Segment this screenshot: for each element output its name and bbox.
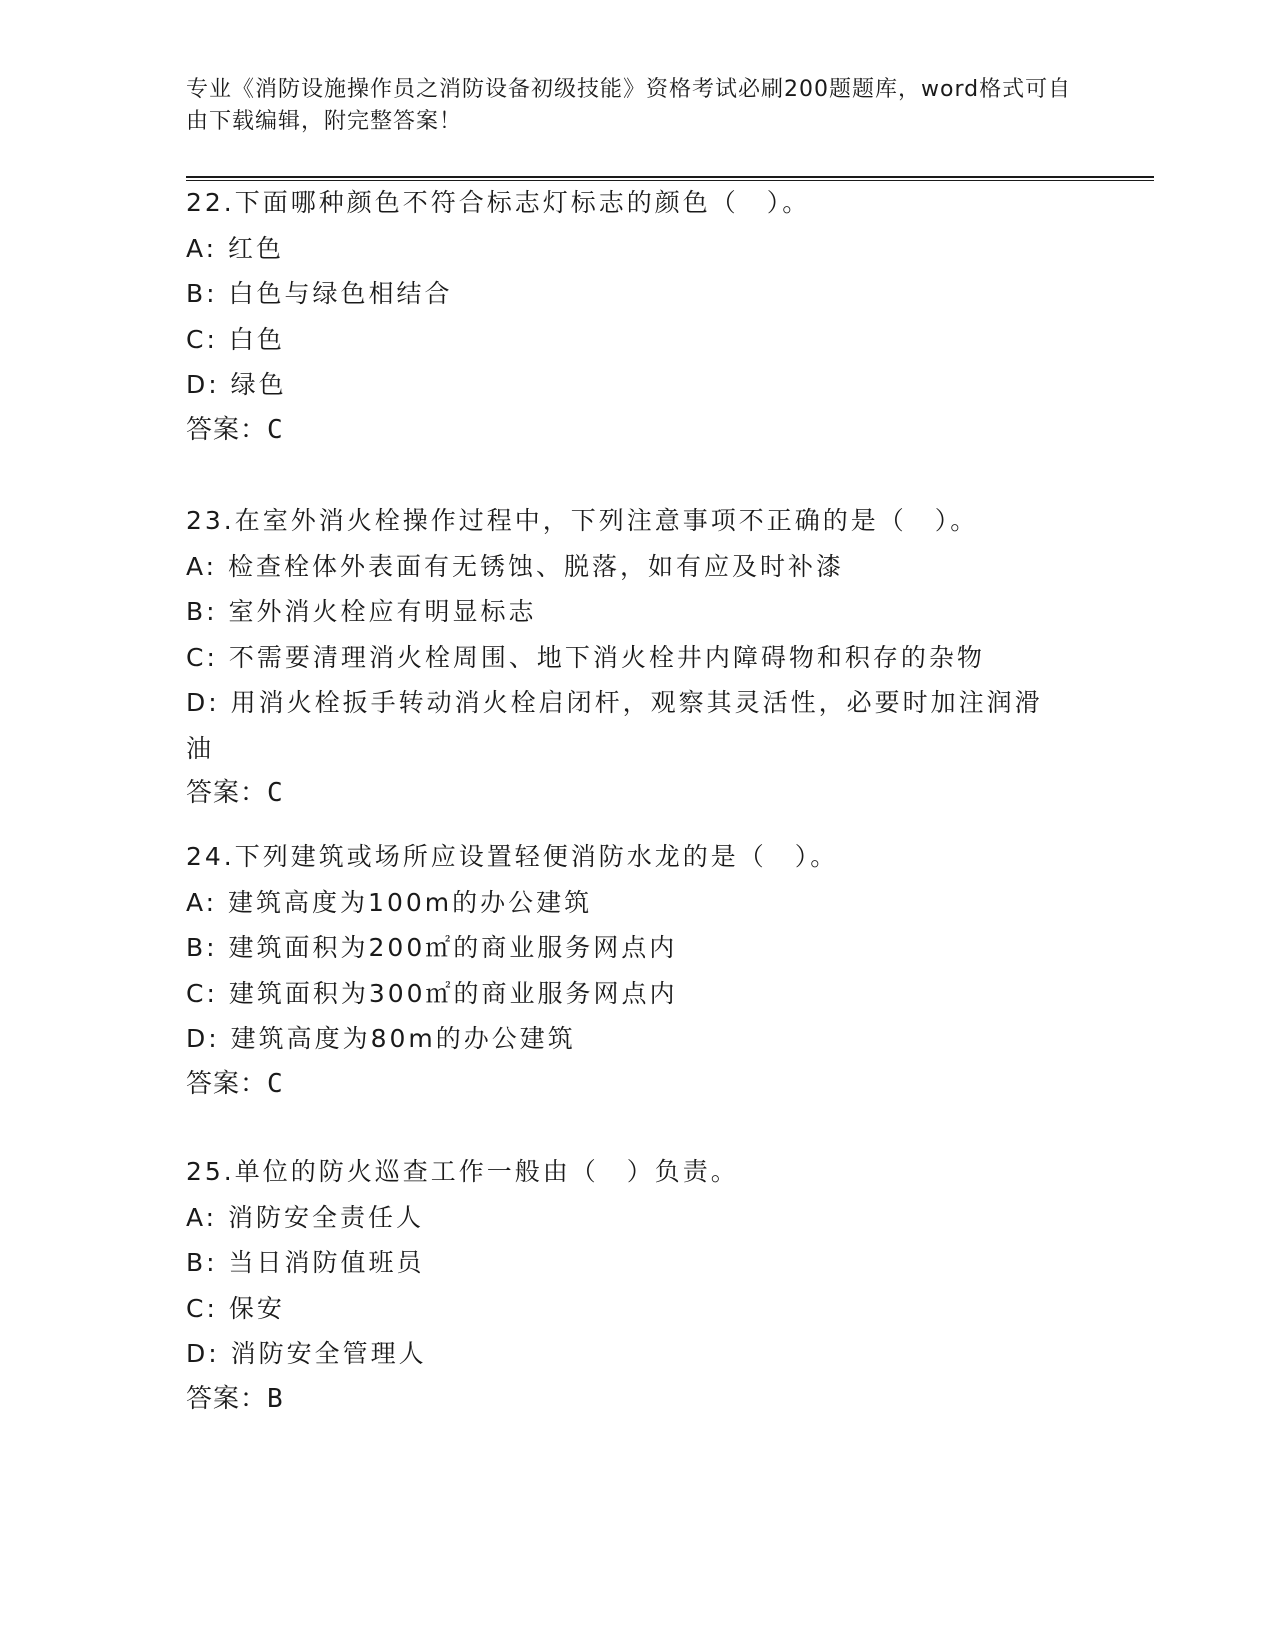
answer-label: 答案： — [186, 1383, 268, 1414]
option-d: D: 建筑高度为80m的办公建筑 — [186, 1024, 576, 1053]
answer-label: 答案： — [186, 1068, 268, 1099]
option-a: A: 建筑高度为100m的办公建筑 — [186, 887, 593, 917]
answer-value: C — [267, 1068, 284, 1099]
option-c: C: 保安 — [186, 1293, 285, 1323]
answer-label: 答案： — [186, 414, 268, 445]
option-d: D: 绿色 — [186, 370, 287, 399]
answer-value: C — [267, 414, 284, 445]
question-stem: 22.下面哪种颜色不符合标志灯标志的颜色（ ）。 — [186, 188, 811, 217]
option-c: C: 不需要清理消火栓周围、地下消火栓井内障碍物和积存的杂物 — [186, 642, 985, 672]
option-b: B: 当日消防值班员 — [186, 1248, 425, 1277]
option-b: B: 室外消火栓应有明显标志 — [186, 597, 537, 626]
answer — [186, 408, 1086, 454]
answer — [186, 771, 1086, 817]
question-22 — [186, 180, 1086, 453]
option-d: D: 用消火栓扳手转动消火栓启闭杆，观察其灵活性，必要时加注润滑油 — [186, 688, 1043, 763]
document-header: 专业《消防设施操作员之消防设备初级技能》资格考试必刷200题题库，word格式可自由下载编辑，附完整答案！ — [186, 77, 1072, 134]
option-c: C: 建筑面积为300㎡的商业服务网点内 — [186, 978, 678, 1008]
answer-label: 答案： — [186, 778, 268, 808]
option-b: B: 建筑面积为200㎡的商业服务网点内 — [186, 933, 678, 962]
question-stem: 25.单位的防火巡查工作一般由（ ）负责。 — [186, 1157, 739, 1186]
answer-value: B — [267, 1383, 284, 1414]
question-25 — [186, 1149, 1086, 1422]
question-24 — [186, 834, 1086, 1107]
option-b: B: 白色与绿色相结合 — [186, 279, 453, 308]
option-c: C: 白色 — [186, 324, 285, 354]
option-a: A: 消防安全责任人 — [186, 1202, 425, 1232]
option-a: A: 检查栓体外表面有无锈蚀、脱落，如有应及时补漆 — [186, 551, 845, 581]
answer — [186, 1062, 1086, 1108]
answer — [186, 1377, 1086, 1423]
question-stem: 24.下列建筑或场所应设置轻便消防水龙的是（ ）。 — [186, 842, 839, 871]
question-stem: 23.在室外消火栓操作过程中，下列注意事项不正确的是（ ）。 — [186, 506, 979, 535]
question-23 — [186, 498, 1086, 817]
option-a: A: 红色 — [186, 233, 285, 263]
option-d: D: 消防安全管理人 — [186, 1339, 427, 1368]
answer-value: C — [267, 778, 284, 808]
